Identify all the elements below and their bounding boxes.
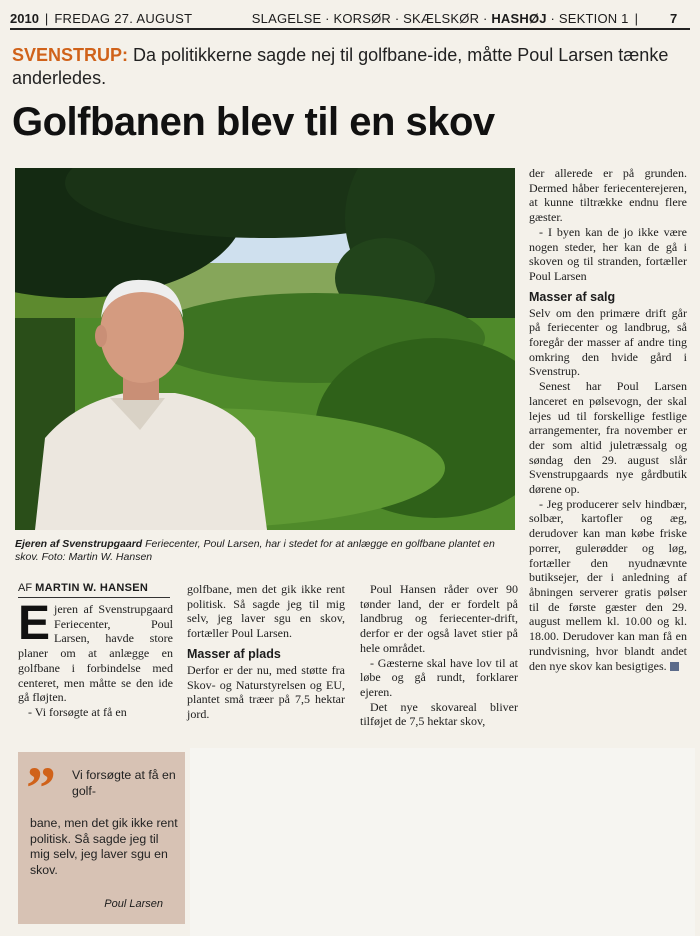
article-lede <box>12 44 682 90</box>
header-separator: | <box>44 10 49 26</box>
photo-caption: Ejeren af Svenstrupgaard Feriecenter, Poul Larsen, har i stedet for at anlægge en golfbane plantet en skov. Foto: Martin W. Hansen <box>15 538 495 563</box>
subheading: Masser af plads <box>187 646 281 661</box>
paragraph: Derfor er der nu, med støtte fra Skov- og Naturstyrelsen og EU, plantet små træer på 7,5 hektar jord. <box>187 662 345 721</box>
byline: AF MARTIN W. HANSEN <box>18 582 170 598</box>
paragraph: - I byen kan de jo ikke være nogen steder, her kan de gå i skoven og til stranden, fortæller Poul Larsen <box>529 224 687 283</box>
article-photo <box>15 168 515 530</box>
header-separator-2: | <box>634 10 638 26</box>
paragraph: der allerede er på grunden. Dermed håber feriecenterejeren, at kunne tiltrække endnu flere gæster. <box>529 166 687 225</box>
paragraph: Senest har Poul Larsen lanceret en pølsevogn, der skal lejes ud til forskellige festlige arrangementer, fra november er der som altid juletræssalg og søndag den 29. august slår Svenstrupgaards nye gårdbutik dørene op. <box>529 379 687 497</box>
page-header <box>10 8 690 30</box>
quote-author: Poul Larsen <box>104 898 163 910</box>
drop-cap: E <box>18 597 51 650</box>
quote-text-continued: bane, men det gik ikke rent politisk. Så sagde jeg til mig selv, jeg laver sgu en skov. <box>30 816 178 877</box>
article-column-4 <box>529 166 687 673</box>
page-number: 7 <box>670 10 678 26</box>
article-headline: Golfbanen blev til en skov <box>12 100 495 144</box>
header-year: 2010 <box>10 10 39 26</box>
paragraph: - Gæsterne skal have lov til at løbe og gå rundt, forklarer ejeren. <box>360 655 518 699</box>
header-sections: SLAGELSE · KORSØR · SKÆLSKØR · HASHØJ · SEKTION 1 <box>251 10 629 26</box>
subheading: Masser af salg <box>529 289 616 304</box>
quote-mark-icon: ” <box>26 755 56 821</box>
paragraph: Poul Hansen råder over 90 tønder land, der er fordelt på landbrug og feriecenter-drift, derfor er der også lavet stier på hele området. <box>360 582 518 655</box>
lede-text: Da politikkerne sagde nej til golfbane-ide, måtte Poul Larsen tænke anderledes. <box>12 45 669 88</box>
empty-area <box>190 748 695 936</box>
lede-kicker: SVENSTRUP: <box>12 45 129 65</box>
quote-text: Vi forsøgte at få en golf- <box>72 768 176 798</box>
end-of-article-icon <box>670 662 679 671</box>
paragraph: Selv om den primære drift går på feriecenter og landbrug, så foregår der masser af andre ting omkring den hvide gård i Svenstrup. <box>529 305 687 379</box>
photo-illustration <box>15 168 515 530</box>
paragraph: - Vi forsøgte at få en <box>28 704 127 719</box>
paragraph: Det nye skovareal bliver tilføjet de 7,5 hektar skov, <box>360 699 518 729</box>
paragraph: - Jeg producerer selv hindbær, solbær, kartofler og æg, derudover kan man købe friske porrer, gulerødder og løg, fortæller den nyudnævnte butiksejer, der i anledning af åbningen serverer gratis pølser til de første gæster den 29. august mellem kl. 10.00 og kl. 18.00. Derudover kan man få en rundvisning, hvor blandt andet den nye skov kan besigtiges. <box>529 496 687 673</box>
pull-quote <box>18 752 185 924</box>
article-column-2 <box>187 582 345 722</box>
author-name: MARTIN W. HANSEN <box>35 582 149 594</box>
article-column-3 <box>360 582 518 729</box>
paragraph: golfbane, men det gik ikke rent politisk. Så sagde jeg til mig selv, jeg laver sgu en skov, fortæller Poul Larsen. <box>187 582 345 641</box>
paragraph: Ejeren af Svenstrupgaard Feriecenter, Poul Larsen, havde store planer om at anlægge en golfbane i forbindelse med centeret, men måtte se den ide gå fløjten. <box>18 597 173 705</box>
header-date: FREDAG 27. AUGUST <box>54 10 193 26</box>
article-column-1 <box>18 597 173 720</box>
